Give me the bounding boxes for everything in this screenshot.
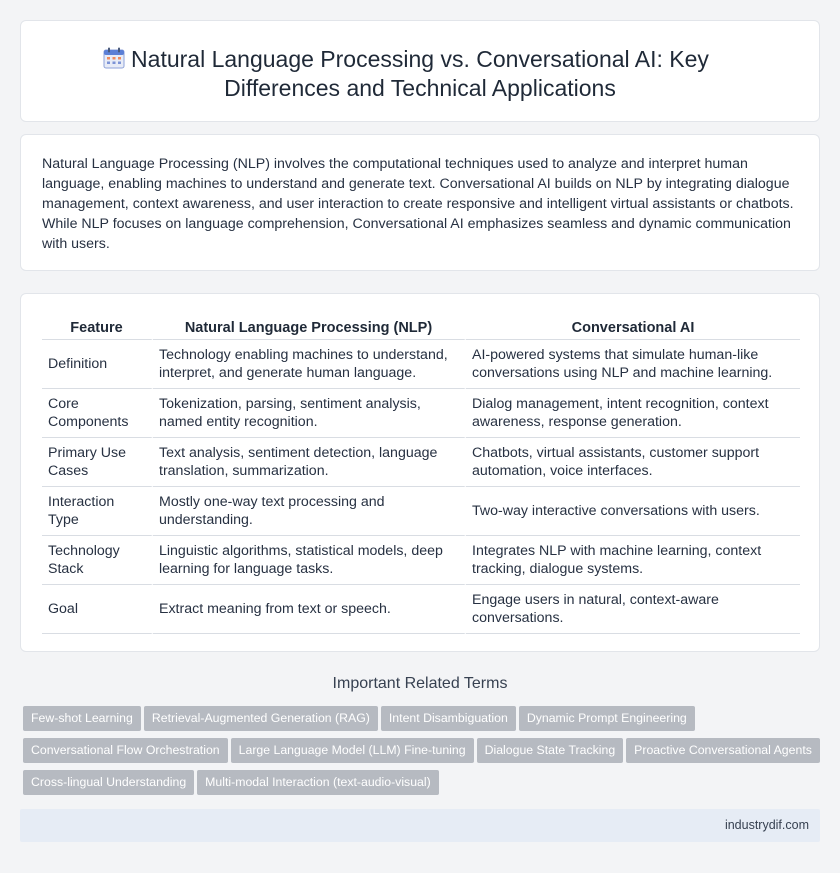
row-conversational-ai: Integrates NLP with machine learning, context tracking, dialogue systems. [466, 536, 800, 585]
row-conversational-ai: Dialog management, intent recognition, context awareness, response generation. [466, 389, 800, 438]
page-title-line1: Natural Language Processing vs. Conversational AI: Key [131, 46, 709, 72]
page-title-line2: Differences and Technical Applications [224, 75, 616, 101]
term-tag[interactable]: Proactive Conversational Agents [626, 738, 820, 763]
term-tag[interactable]: Conversational Flow Orchestration [23, 738, 228, 763]
footer-site[interactable]: industrydif.com [724, 818, 809, 832]
comparison-table [42, 314, 800, 634]
related-terms-list [23, 706, 823, 802]
term-tag[interactable]: Retrieval-Augmented Generation (RAG) [144, 706, 378, 731]
comparison-table-card [20, 293, 820, 652]
term-tag[interactable]: Intent Disambiguation [381, 706, 516, 731]
row-nlp: Linguistic algorithms, statistical models, deep learning for language tasks. [153, 536, 466, 585]
table-row [42, 585, 800, 634]
header-feature: Feature [42, 314, 153, 340]
row-conversational-ai: AI-powered systems that simulate human-like conversations using NLP and machine learning. [466, 340, 800, 389]
intro-card [20, 134, 820, 271]
row-feature: Core Components [42, 389, 153, 438]
related-terms-heading: Important Related Terms [332, 675, 508, 692]
term-tag[interactable]: Few-shot Learning [23, 706, 141, 731]
header-conversational-ai: Conversational AI [466, 314, 800, 340]
row-conversational-ai: Two-way interactive conversations with users. [466, 487, 800, 536]
term-tag[interactable]: Dynamic Prompt Engineering [519, 706, 695, 731]
row-nlp: Tokenization, parsing, sentiment analysis, named entity recognition. [153, 389, 466, 438]
table-row [42, 438, 800, 487]
footer [20, 809, 820, 842]
row-nlp: Technology enabling machines to understand, interpret, and generate human language. [153, 340, 466, 389]
table-row [42, 536, 800, 585]
row-nlp: Text analysis, sentiment detection, language translation, summarization. [153, 438, 466, 487]
row-nlp: Mostly one-way text processing and understanding. [153, 487, 466, 536]
term-tag[interactable]: Multi-modal Interaction (text-audio-visual) [197, 770, 439, 795]
header-nlp: Natural Language Processing (NLP) [153, 314, 466, 340]
page-title [131, 45, 709, 103]
row-nlp: Extract meaning from text or speech. [153, 585, 466, 634]
term-tag[interactable]: Large Language Model (LLM) Fine-tuning [231, 738, 474, 763]
term-tag[interactable]: Dialogue State Tracking [477, 738, 624, 763]
row-conversational-ai: Chatbots, virtual assistants, customer support automation, voice interfaces. [466, 438, 800, 487]
row-feature: Goal [42, 585, 153, 634]
table-row [42, 340, 800, 389]
title-card [20, 20, 820, 122]
intro-paragraph: Natural Language Processing (NLP) involves the computational techniques used to analyze and interpret human language, enabling machines to understand and generate text. Conversational AI builds on NLP by integrating dialogue management, context awareness, and user interaction to create responsive and intelligent virtual assistants or chatbots. While NLP focuses on language comprehension, Conversational AI emphasizes seamless and dynamic communication with users. [42, 156, 794, 252]
row-feature: Primary Use Cases [42, 438, 153, 487]
table-row [42, 389, 800, 438]
row-feature: Definition [42, 340, 153, 389]
row-feature: Technology Stack [42, 536, 153, 585]
row-conversational-ai: Engage users in natural, context-aware conversations. [466, 585, 800, 634]
term-tag[interactable]: Cross-lingual Understanding [23, 770, 194, 795]
table-header-row [42, 314, 800, 340]
table-row [42, 487, 800, 536]
row-feature: Interaction Type [42, 487, 153, 536]
